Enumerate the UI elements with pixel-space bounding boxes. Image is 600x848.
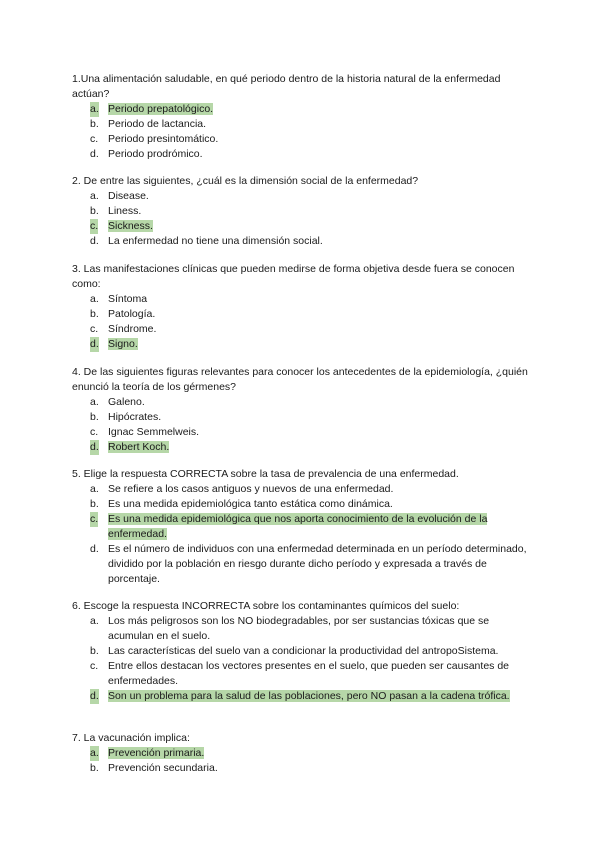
- option-text: Es una medida epidemiológica tanto estática como dinámica.: [108, 498, 393, 510]
- answer-options: [72, 292, 532, 352]
- question-7: [72, 731, 532, 776]
- answer-option: [72, 614, 532, 644]
- option-text: Los más peligrosos son los NO biodegradables, por ser sustancias tóxicas que se acumulan en el suelo.: [108, 615, 490, 642]
- answer-option: [72, 497, 532, 512]
- answer-option: [72, 117, 532, 132]
- correct-answer-text: Periodo prepatológico.: [108, 103, 214, 115]
- option-letter: a.: [90, 615, 99, 627]
- answer-option: [72, 644, 532, 659]
- question-1: [72, 72, 532, 162]
- correct-answer-text: Prevención primaria.: [108, 747, 205, 759]
- option-letter: a.: [90, 396, 99, 408]
- option-text: Se refiere a los casos antiguos y nuevos de una enfermedad.: [108, 483, 394, 495]
- question-stem: 7. La vacunación implica:: [72, 732, 190, 744]
- correct-answer-text: Son un problema para la salud de las poblaciones, pero NO pasan a la cadena trófica.: [108, 690, 510, 702]
- option-letter: c.: [90, 133, 99, 145]
- option-letter: c.: [90, 323, 99, 335]
- option-text: Disease.: [108, 190, 149, 202]
- answer-option: [72, 102, 532, 117]
- question-stem: 6. Escoge la respuesta INCORRECTA sobre los contaminantes químicos del suelo:: [72, 600, 460, 612]
- option-letter: b.: [90, 498, 99, 510]
- question-4: [72, 365, 532, 455]
- question-2: [72, 174, 532, 249]
- answer-option: [72, 132, 532, 147]
- option-text: La enfermedad no tiene una dimensión social.: [108, 235, 323, 247]
- option-text: Las características del suelo van a condicionar la productividad del antropoSistema.: [108, 645, 499, 657]
- answer-option: [72, 512, 532, 542]
- answer-options: [72, 482, 532, 587]
- option-letter: b.: [90, 118, 99, 130]
- option-text: Galeno.: [108, 396, 145, 408]
- option-text: Liness.: [108, 205, 142, 217]
- option-text: Ignac Semmelweis.: [108, 426, 200, 438]
- answer-option: [72, 219, 532, 234]
- question-stem: 4. De las siguientes figuras relevantes para conocer los antecedentes de la epidemiología, ¿quién enunció la teoría de los gérmenes?: [72, 366, 528, 393]
- correct-answer-text: Es una medida epidemiológica que nos aporta conocimiento de la evolución de la enfermedad.: [108, 513, 488, 540]
- question-stem: 1.Una alimentación saludable, en qué periodo dentro de la historia natural de la enfermedad actúan?: [72, 73, 501, 100]
- answer-options: [72, 614, 532, 704]
- option-letter: c.: [90, 220, 99, 232]
- answer-option: [72, 425, 532, 440]
- answer-option: [72, 542, 532, 587]
- answer-option: [72, 307, 532, 322]
- option-text: Hipócrates.: [108, 411, 162, 423]
- answer-options: [72, 102, 532, 162]
- answer-option: [72, 204, 532, 219]
- option-letter: b.: [90, 645, 99, 657]
- option-letter: c.: [90, 426, 99, 438]
- answer-option: [72, 234, 532, 249]
- option-letter: a.: [90, 293, 99, 305]
- answer-option: [72, 761, 532, 776]
- option-letter: d.: [90, 690, 99, 702]
- option-letter: a.: [90, 190, 99, 202]
- option-letter: d.: [90, 543, 99, 555]
- answer-option: [72, 292, 532, 307]
- option-letter: b.: [90, 308, 99, 320]
- option-text: Es el número de individuos con una enfermedad determinada en un período determinado, dividido por la población en riesgo durante dicho período y expresada a través de porcentaje.: [108, 543, 527, 585]
- question-stem: 3. Las manifestaciones clínicas que pueden medirse de forma objetiva desde fuera se conocen como:: [72, 263, 515, 290]
- option-letter: a.: [90, 483, 99, 495]
- answer-option: [72, 337, 532, 352]
- option-text: Periodo prodrómico.: [108, 148, 203, 160]
- option-text: Patología.: [108, 308, 156, 320]
- question-5: [72, 467, 532, 587]
- option-text: Periodo presintomático.: [108, 133, 219, 145]
- option-text: Entre ellos destacan los vectores presentes en el suelo, que pueden ser causantes de enfermedades.: [108, 660, 510, 687]
- option-letter: c.: [90, 660, 99, 672]
- answer-option: [72, 440, 532, 455]
- question-stem: 2. De entre las siguientes, ¿cuál es la dimensión social de la enfermedad?: [72, 175, 419, 187]
- option-letter: a.: [90, 103, 99, 115]
- option-letter: b.: [90, 205, 99, 217]
- answer-option: [72, 746, 532, 761]
- correct-answer-text: Sickness.: [108, 220, 153, 232]
- option-letter: d.: [90, 441, 99, 453]
- option-letter: d.: [90, 235, 99, 247]
- question-6: [72, 599, 532, 704]
- question-3: [72, 262, 532, 352]
- answer-option: [72, 189, 532, 204]
- option-text: Prevención secundaria.: [108, 762, 218, 774]
- answer-option: [72, 147, 532, 162]
- answer-options: [72, 189, 532, 249]
- option-text: Síndrome.: [108, 323, 157, 335]
- answer-option: [72, 322, 532, 337]
- answer-option: [72, 395, 532, 410]
- option-letter: c.: [90, 513, 99, 525]
- correct-answer-text: Signo.: [108, 338, 138, 350]
- answer-option: [72, 410, 532, 425]
- option-letter: a.: [90, 747, 99, 759]
- answer-option: [72, 689, 532, 704]
- option-text: Periodo de lactancia.: [108, 118, 207, 130]
- answer-option: [72, 482, 532, 497]
- option-letter: b.: [90, 762, 99, 774]
- answer-options: [72, 395, 532, 455]
- option-text: Síntoma: [108, 293, 148, 305]
- option-letter: d.: [90, 148, 99, 160]
- answer-option: [72, 659, 532, 689]
- option-letter: d.: [90, 338, 99, 350]
- answer-options: [72, 746, 532, 776]
- question-stem: 5. Elige la respuesta CORRECTA sobre la tasa de prevalencia de una enfermedad.: [72, 468, 459, 480]
- option-letter: b.: [90, 411, 99, 423]
- correct-answer-text: Robert Koch.: [108, 441, 170, 453]
